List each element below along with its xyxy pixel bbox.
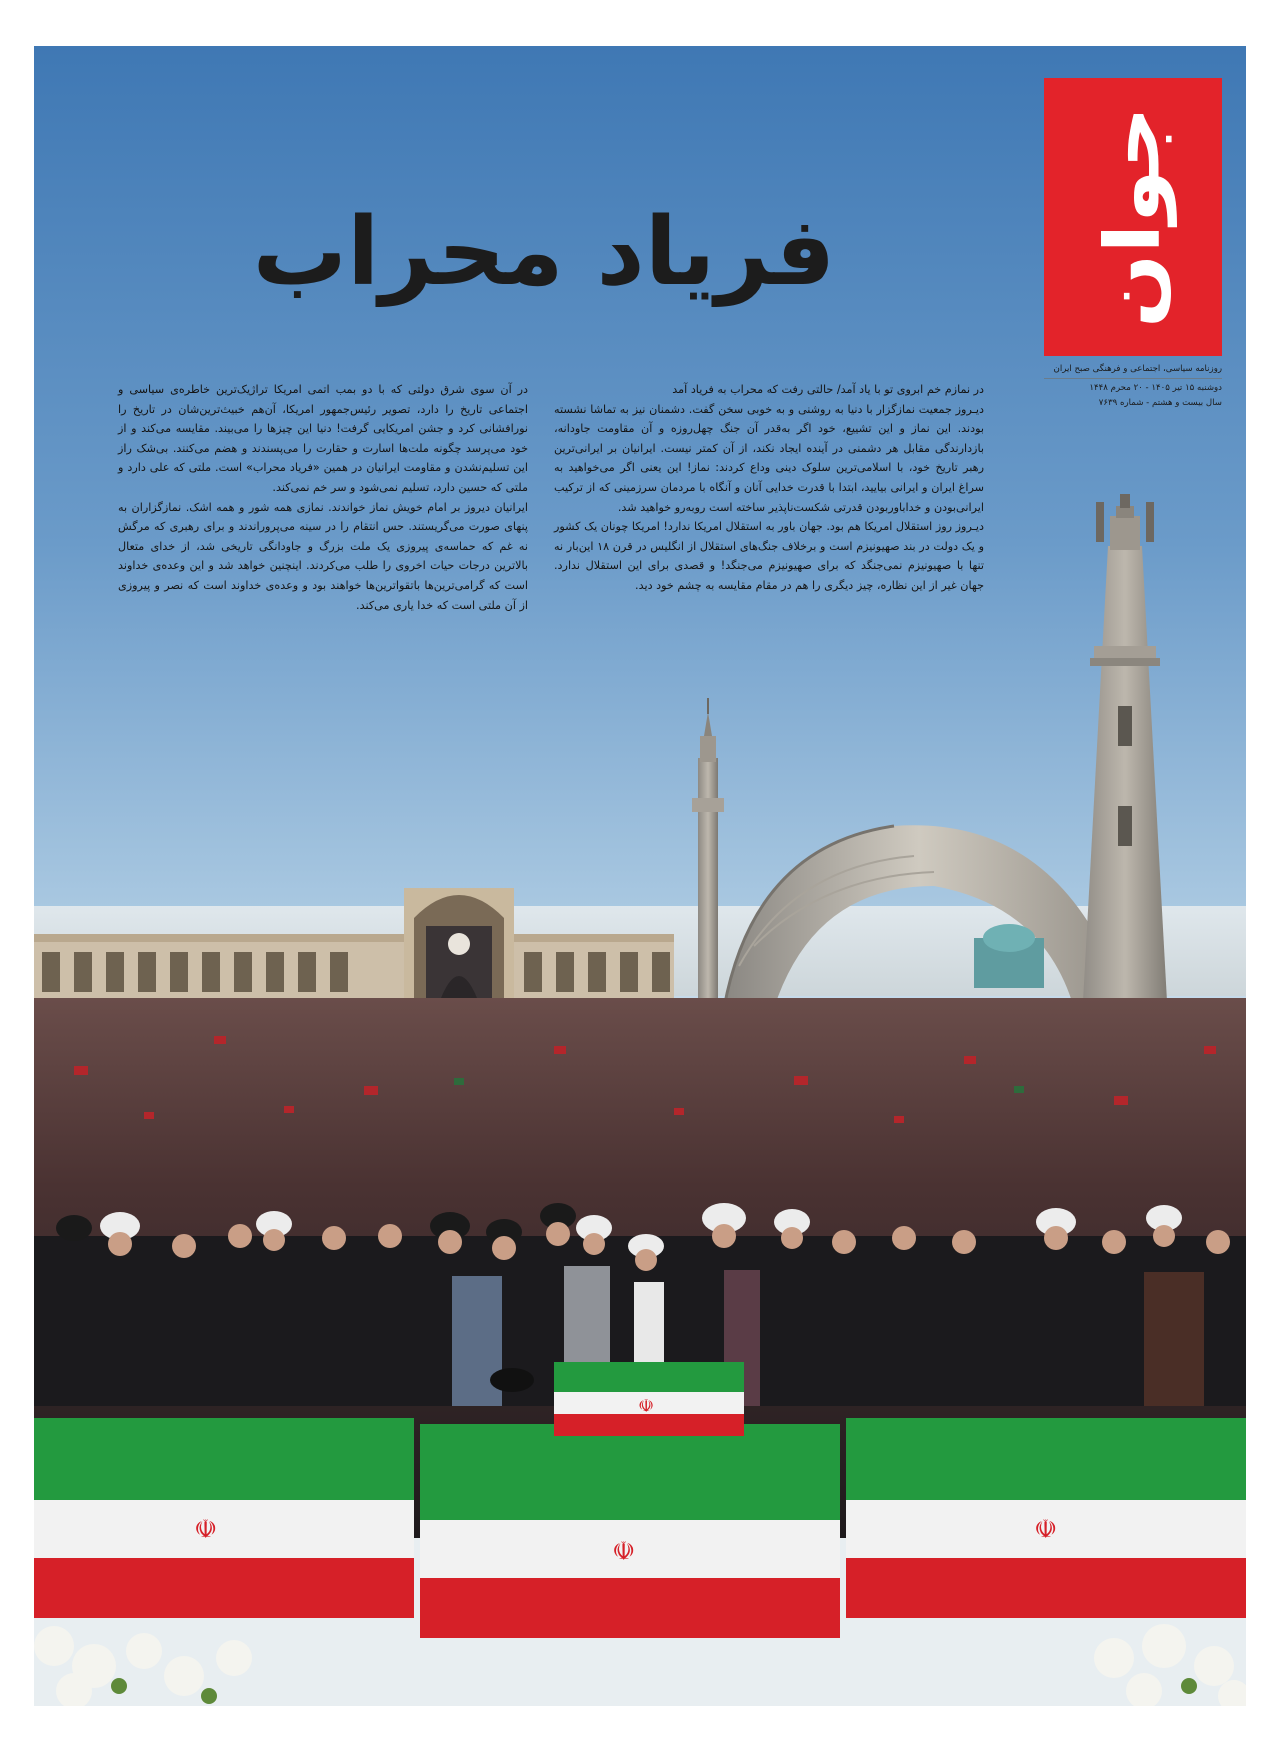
article-paragraph: در نمازم خم ابروی تو با یاد آمد/ حالتی رفت که محراب به فریاد آمد — [672, 383, 984, 396]
svg-text:☫: ☫ — [194, 1515, 218, 1545]
article-paragraph: ایرانیان دیروز بر امام خویش نماز خواندند. نمازی همه شور و همه اشک. نمازگزاران به پنهای صورت می‌گریستند. حس انتقام را در سینه می‌پروراندند و برای رهبری که مرگش نه غم که حماسه‌ی پیروزی یک ملت بزرگ و جاودانگی تاریخی شد، از خدای متعال بالاترین درجات حیات اخروی را طلب می‌کردند. اینچنین خواهد شد و این وعده‌ی خداوند است که گرامی‌ترین‌ها باتقواترین‌ها خواهند بود و وعده‌ی خداوند است که نصر و پیروزی از آن ملتی است که خدا یاری می‌کند. — [118, 500, 528, 612]
article-paragraph: دیـروز روز استقلال امریکا هم بود. جهان باور به استقلال امریکا ندارد! امریکا چونان یک کشور و یک دولت در بند صهیونیزم است و برخلاف جنگ‌های استقلال از انگلیس در قرن ۱۸ این‌بار نه تنها با صهیونیزم نمی‌جنگد که برای صهیونیزم می‌جنگد! و قصدی برای این استقلال ندارد. جهان غیر از این نظاره، چیز دیگری را هم در مقام مقایسه به چشم خود دید. — [554, 520, 984, 592]
newspaper-page — [34, 46, 1246, 1706]
page-headline: فریاد محراب — [252, 198, 836, 307]
article-column-left — [118, 380, 528, 615]
masthead-info — [1044, 362, 1222, 411]
article-column-right — [554, 380, 984, 596]
issue-number: سال بیست و هشتم - شماره ۷۶۳۹ — [1098, 398, 1222, 408]
masthead-logo — [1044, 78, 1222, 356]
svg-text:☫: ☫ — [638, 1396, 655, 1417]
minaret-tall — [1080, 494, 1170, 1056]
article-paragraph: دیـروز جمعیت نمازگزار با دنیا به روشنی و به خوبی سخن گفت. دشمنان نیز به تماشا نشسته بودند. این نماز و این تشییع، خود اگر به‌قدر آن جنگ چهل‌روزه و آن مقاومت جاودانه، بازدارندگی مقابل هر دشمنی در آینده ایجاد نکند، از آن کمتر نیست. ایرانیان بر ایرانی‌ترین رهبر تاریخ خود، با اسلامی‌ترین سلوک دینی وداع کردند: نماز! این یعنی اگر می‌خواهید به سراغ ایران و ایرانی بیایید، ابتدا با قدرت خدایی آنان و آنگاه با مردمان سرزمینی که از ترکیب ایرانی‌بودن و خداباوربودن قدرتی شکست‌ناپذیر ساخته است روبه‌رو خواهید شد. — [554, 402, 984, 514]
svg-text:☫: ☫ — [612, 1537, 636, 1567]
article-paragraph: در آن سوی شرق دولتی که با دو بمب اتمی امریکا تراژیک‌ترین خاطره‌ی سیاسی و اجتماعی تاریخ را دارد، تصویر رئیس‌جمهور امریکا، آن‌هم خبیث‌ترین‌شان در تاریخ را نورافشانی کرد و جشن امریکایی گرفت! دنیا این چیزها را می‌بیند. مقایسه می‌کند و از خود می‌پرسد چگونه ملت‌ها اسارت و حقارت را می‌پسندند و هضم می‌کنند. بی‌شک راز این تسلیم‌نشدن و مقاومت ایرانیان در همین «فریاد محراب» است. ملتی که علی دارد و ملتی که حسین دارد، تسلیم نمی‌شود و سر خم نمی‌کند. — [118, 383, 528, 494]
svg-text:☫: ☫ — [1034, 1515, 1058, 1545]
issue-date: دوشنبه ۱۵ تیر ۱۴۰۵ - ۲۰ محرم ۱۴۴۸ — [1089, 383, 1222, 393]
masthead-tagline: روزنامه سیاسی، اجتماعی و فرهنگی صبح ایران — [1053, 364, 1222, 374]
masthead-divider — [1044, 378, 1222, 379]
logo-text: جوان — [1088, 105, 1177, 329]
